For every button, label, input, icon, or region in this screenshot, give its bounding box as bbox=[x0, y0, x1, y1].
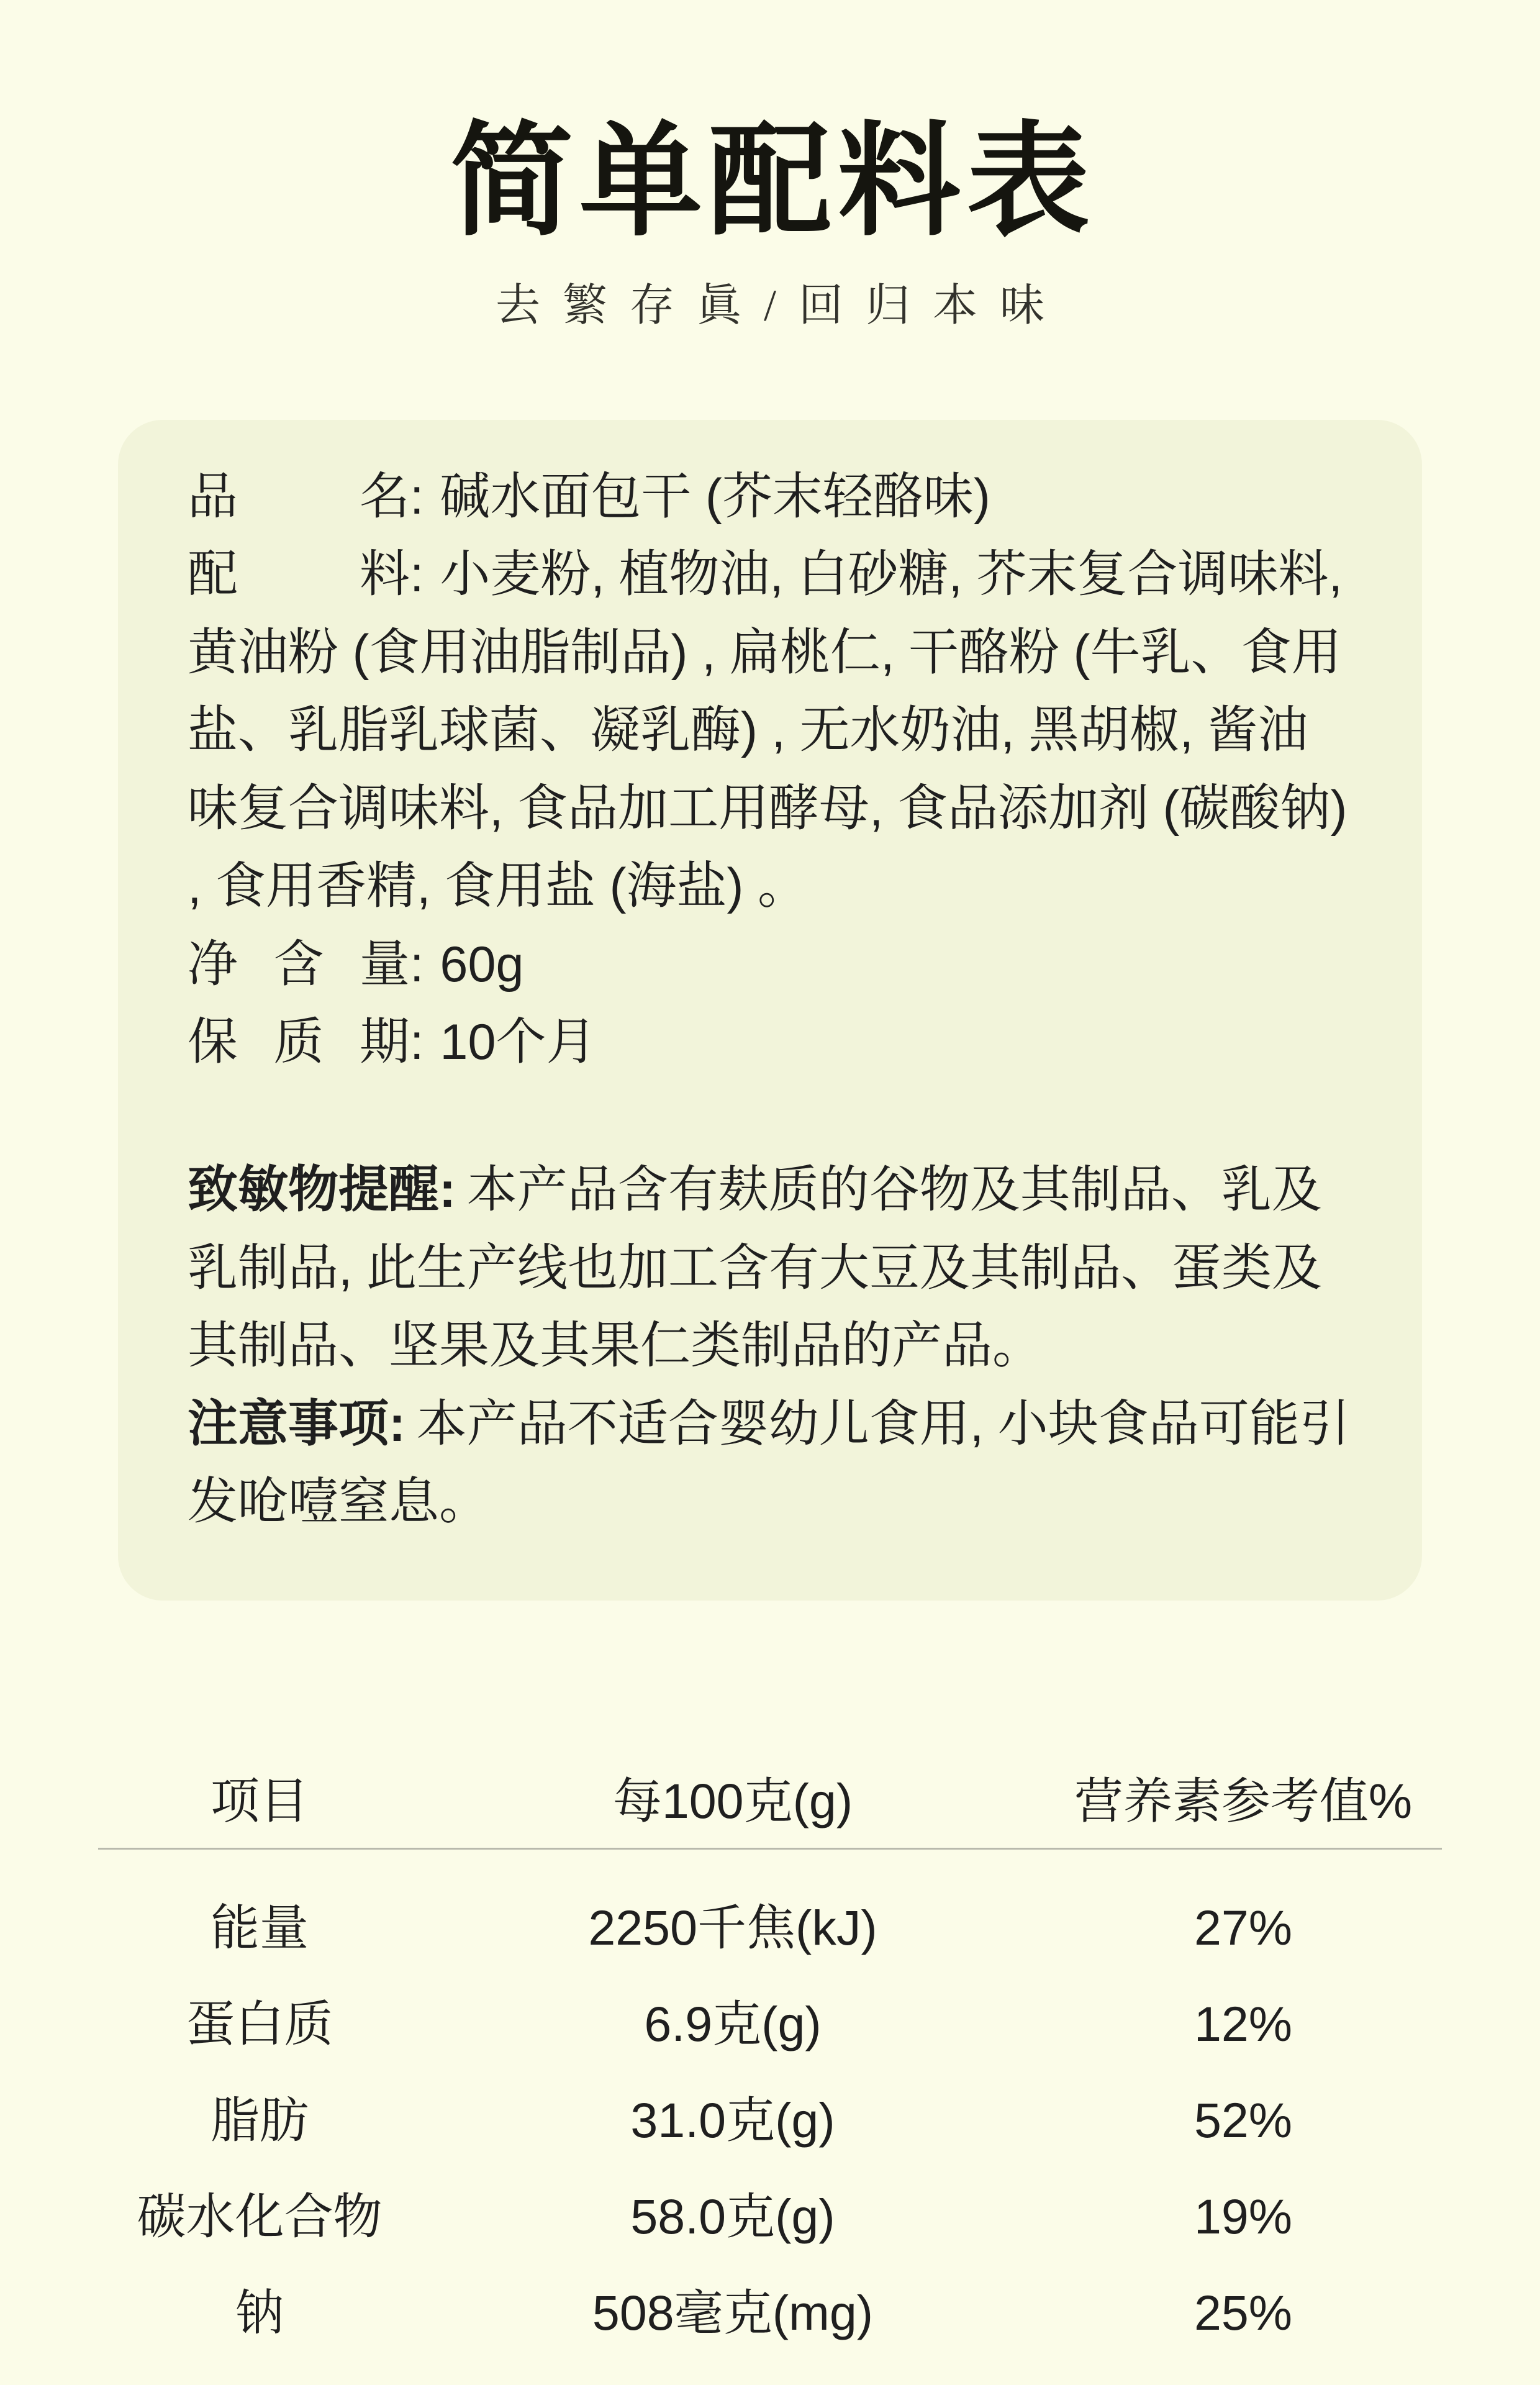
row-nrv: 12% bbox=[1194, 1996, 1293, 2051]
table-row-sodium bbox=[98, 2284, 1442, 2340]
row-item: 碳水化合物 bbox=[137, 2188, 383, 2244]
allergen-notice-label: 致敏物提醒: bbox=[188, 1161, 456, 1218]
ingredient-info-card bbox=[118, 420, 1422, 1601]
page-subtitle: 去繁存眞/回归本味 bbox=[495, 280, 1067, 330]
table-row-protein bbox=[98, 1996, 1442, 2051]
nutrition-table-body bbox=[98, 1899, 1442, 2340]
allergen-notice-text: 本产品含有麸质的谷物及其制品、乳及乳制品, 此生产线也加工含有大豆及其制品、蛋类及其制品、坚果及其果仁类制品的产品。 bbox=[188, 1161, 1323, 1374]
product-name-value: 碱水面包干 (芥末轻酪味) bbox=[440, 468, 990, 525]
product-name-row bbox=[188, 458, 1352, 537]
row-item: 蛋白质 bbox=[186, 1996, 333, 2051]
net-weight-row bbox=[188, 926, 1352, 1004]
nutrition-table bbox=[0, 1773, 1540, 2340]
row-item: 钠 bbox=[235, 2284, 284, 2340]
net-weight-label: 净含量 bbox=[188, 936, 410, 993]
table-row-energy bbox=[98, 1899, 1442, 1955]
row-amount: 6.9克(g) bbox=[644, 1996, 822, 2051]
colon: : bbox=[410, 468, 424, 525]
row-nrv: 27% bbox=[1194, 1899, 1293, 1955]
caution-notice bbox=[188, 1386, 1352, 1542]
product-label-page bbox=[0, 115, 1540, 2385]
page-content bbox=[0, 114, 1540, 2340]
nutrition-table-header bbox=[98, 1773, 1442, 1828]
page-title: 简单配料表 bbox=[450, 114, 1096, 250]
row-nrv: 19% bbox=[1194, 2188, 1293, 2244]
ingredients-label: 配料 bbox=[188, 547, 410, 603]
table-row-carbohydrate bbox=[98, 2188, 1442, 2244]
caution-notice-text: 本产品不适合婴幼儿食用, 小块食品可能引发呛噎窒息。 bbox=[188, 1396, 1350, 1530]
ingredients-value: 小麦粉, 植物油, 白砂糖, 芥末复合调味料, 黄油粉 (食用油脂制品) , 扁桃仁, 干酪粉 (牛乳、食用盐、乳脂乳球菌、凝乳酶) , 无水奶油, 黑胡椒, 酱油味复合调味料, 食品加工用酵母, 食品添加剂 (碳酸钠) , 食用香精, 食用盐 (海盐) 。 bbox=[188, 547, 1348, 915]
shelf-life-label: 保质期 bbox=[188, 1014, 410, 1071]
row-nrv: 25% bbox=[1194, 2284, 1293, 2340]
colon: : bbox=[410, 547, 424, 603]
table-divider bbox=[98, 1848, 1442, 1850]
shelf-life-row bbox=[188, 1004, 1352, 1082]
table-row-fat bbox=[98, 2092, 1442, 2148]
header-nrv: 营养素参考值% bbox=[1074, 1773, 1413, 1828]
ingredients-row bbox=[188, 536, 1352, 926]
shelf-life-value: 10个月 bbox=[440, 1014, 597, 1071]
caution-notice-label: 注意事项: bbox=[188, 1396, 405, 1452]
row-amount: 31.0克(g) bbox=[630, 2092, 835, 2148]
colon: : bbox=[410, 1014, 424, 1071]
row-amount: 508毫克(mg) bbox=[592, 2284, 874, 2340]
row-item: 脂肪 bbox=[211, 2092, 309, 2148]
row-item: 能量 bbox=[211, 1899, 309, 1955]
row-nrv: 52% bbox=[1194, 2092, 1293, 2148]
product-name-label: 品名 bbox=[188, 468, 410, 525]
header-item: 项目 bbox=[211, 1773, 309, 1828]
row-amount: 58.0克(g) bbox=[630, 2188, 835, 2244]
net-weight-value: 60g bbox=[440, 936, 524, 993]
row-amount: 2250千焦(kJ) bbox=[588, 1899, 877, 1955]
allergen-notice bbox=[188, 1152, 1352, 1386]
colon: : bbox=[410, 936, 424, 993]
header-amount: 每100克(g) bbox=[612, 1773, 853, 1828]
